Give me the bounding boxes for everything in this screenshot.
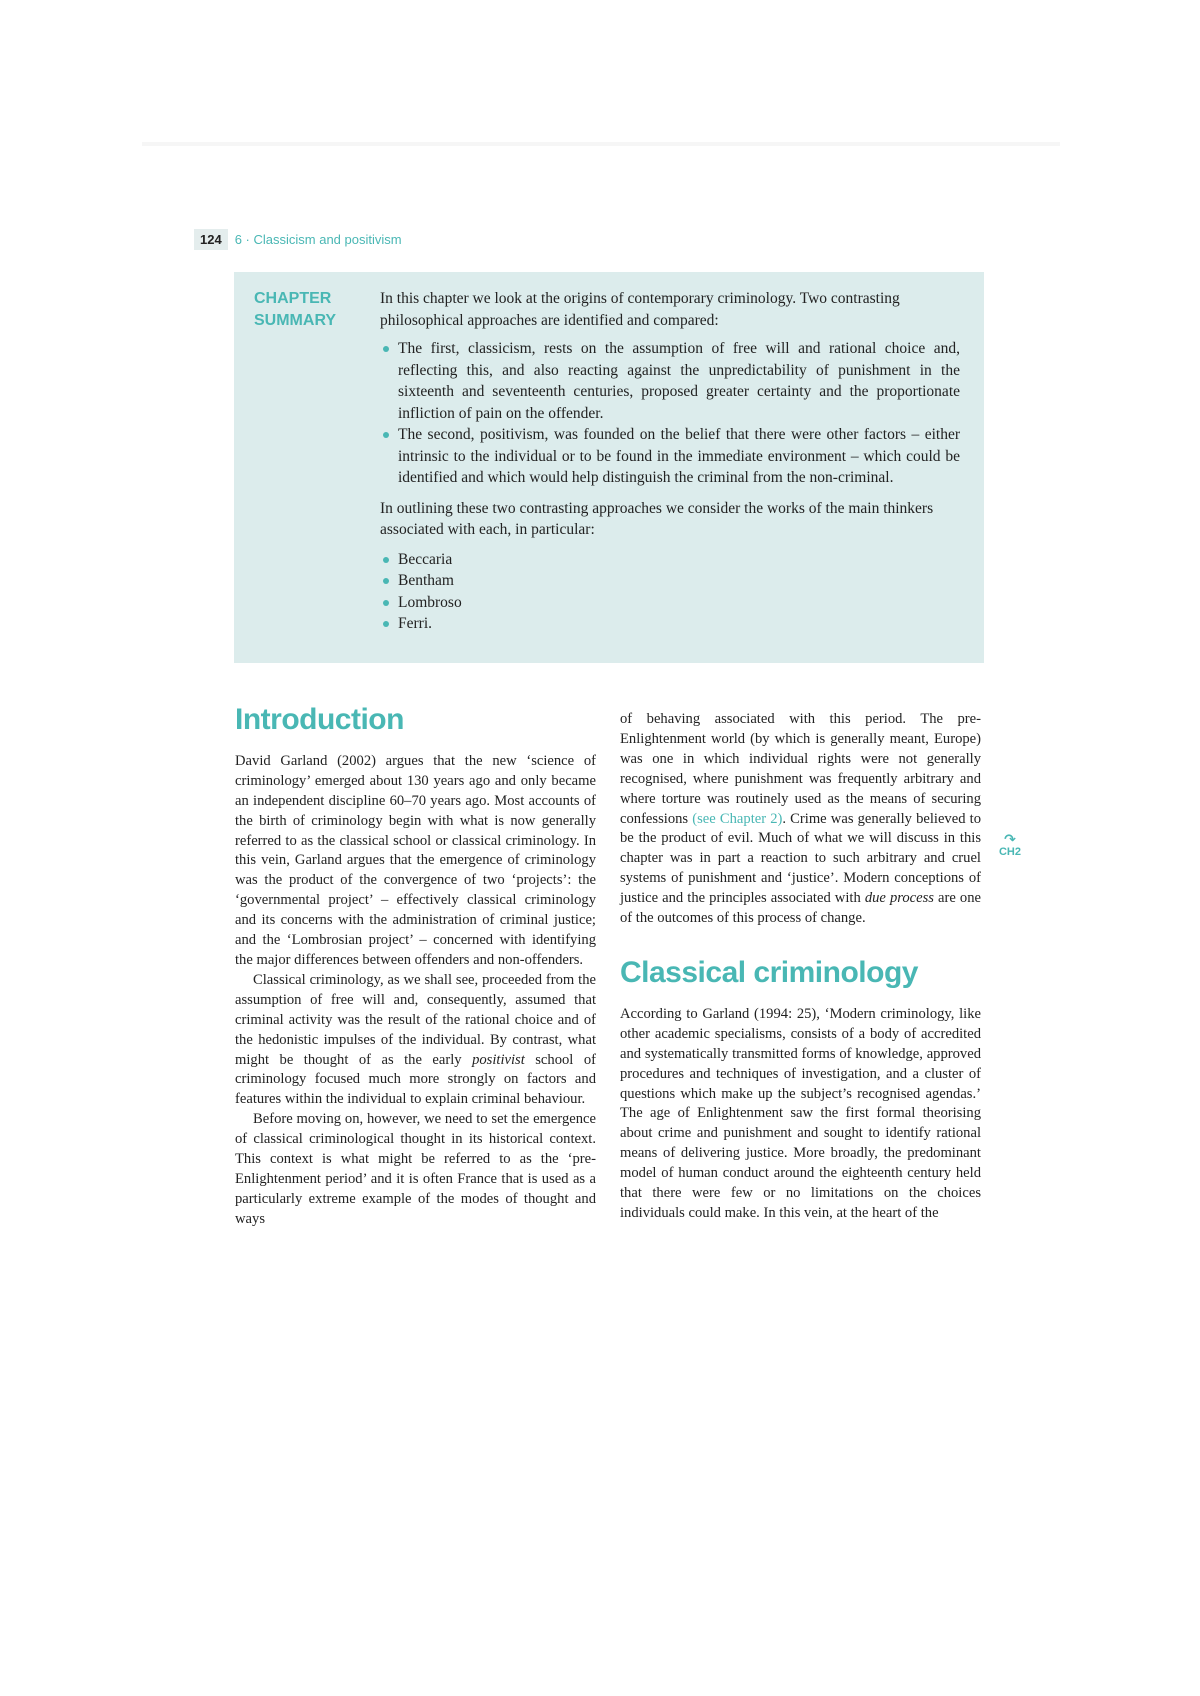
- link-icon: ↷: [1004, 831, 1016, 847]
- positivist-term: positivist: [472, 1051, 525, 1068]
- summary-label-line1: CHAPTER: [254, 290, 332, 307]
- margin-cross-reference[interactable]: [996, 832, 1024, 858]
- intro-paragraph-3: Before moving on, however, we need to set the emergence of classical criminological thought in its historical context. This context is what might be referred to as the ‘pre-Enlightenment period’ and it is often France that is used as a particularly extreme example of the modes of thought and ways: [235, 1111, 596, 1227]
- top-rule: [142, 142, 1060, 146]
- thinker-item: Ferri.: [380, 613, 960, 635]
- thinkers-list: [380, 549, 960, 635]
- page-number: 124: [194, 229, 228, 250]
- running-title: 6 · Classicism and positivism: [234, 231, 402, 247]
- intro-paragraph-2: Classical criminology, as we shall see, proceeded from the assumption of free will and, consequently, assumed that criminal activity was the result of the rational choice and of the hedonistic impulses of the individual. By contrast, what might be thought of as the early positivist school of criminology focused much more strongly on factors and features within the individual to explain criminal behaviour.: [235, 971, 596, 1108]
- summary-outline: In outlining these two contrasting approaches we consider the works of the main thinkers associated with each, in particular:: [380, 499, 934, 538]
- chapter-summary-label: [254, 288, 336, 332]
- due-process-term: due process: [864, 890, 934, 907]
- chapter-summary-box: [234, 272, 984, 663]
- summary-bullet: The first, classicism, rests on the assumption of free will and rational choice and, reflecting this, and also reacting against the unpredictability of punishment in the sixteenth and seventeenth centuries, proposed greater certainty and the proportionate infliction of pain on the offender.: [380, 338, 960, 424]
- summary-bullet-list: [380, 338, 960, 489]
- summary-body: [380, 288, 960, 635]
- summary-intro: In this chapter we look at the origins of contemporary criminology. Two contrasting philosophical approaches are identified and compared:: [380, 290, 900, 329]
- chapter-2-cross-reference[interactable]: (see Chapter 2): [692, 810, 783, 827]
- thinker-item: Bentham: [380, 570, 960, 592]
- classical-paragraph-1: According to Garland (1994: 25), ‘Modern criminology, like other academic specialisms, consists of a body of accredited and systematically transmitted forms of knowledge, approved procedures and techniques of investigation, and a cluster of questions which make up the subject’s recognised agendas.’ The age of Enlightenment saw the first formal theorising about crime and punishment and sought to identify rational means of delivering justice. More broadly, the predominant model of human conduct around the eighteenth century held that there were few or no limitations on the choices individuals could make. In this vein, at the heart of the: [620, 1005, 981, 1221]
- margin-chapter-ref: CH2: [998, 846, 1021, 858]
- right-column: [620, 710, 981, 1224]
- thinker-item: Lombroso: [380, 592, 960, 614]
- left-column: [235, 703, 596, 1230]
- summary-bullet: The second, positivism, was founded on the belief that there were other factors – either intrinsic to the individual or to be found in the immediate environment – which could be identified and which would help distinguish the criminal from the non-criminal.: [380, 424, 960, 489]
- summary-label-line2: SUMMARY: [254, 312, 337, 329]
- thinker-item: Beccaria: [380, 549, 960, 571]
- intro-paragraph-1: David Garland (2002) argues that the new ‘science of criminology’ emerged about 130 years ago and only became an independent discipline 60–70 years ago. Most accounts of the birth of criminology begin with what is now generally referred to as the classical school or classical criminology. In this vein, Garland argues that the emergence of criminology was the product of the convergence of two ‘projects’: the ‘governmental project’ – effectively classical criminology and its concerns with the administration of criminal justice; and the ‘Lombrosian project’ – concerned with identifying the major differences between offenders and non-offenders.: [235, 752, 596, 968]
- introduction-heading: Introduction: [235, 703, 404, 736]
- running-head: [194, 226, 402, 252]
- intro-paragraph-3-continued: of behaving associated with this period. The pre-Enlightenment world (by which is generally meant, Europe) was one in which individual rights were not generally recognised, where punishment was frequently arbitrary and where torture was routinely used as the means of securing confessions (see Chapter 2). Crime was generally believed to be the product of evil. Much of what we will discuss in this chapter was in part a reaction to such arbitrary and cruel systems of punishment and ‘justice’. Modern conceptions of justice and the principles associated with due process are one of the outcomes of this process of change.: [620, 711, 982, 927]
- classical-criminology-heading: Classical criminology: [620, 955, 918, 989]
